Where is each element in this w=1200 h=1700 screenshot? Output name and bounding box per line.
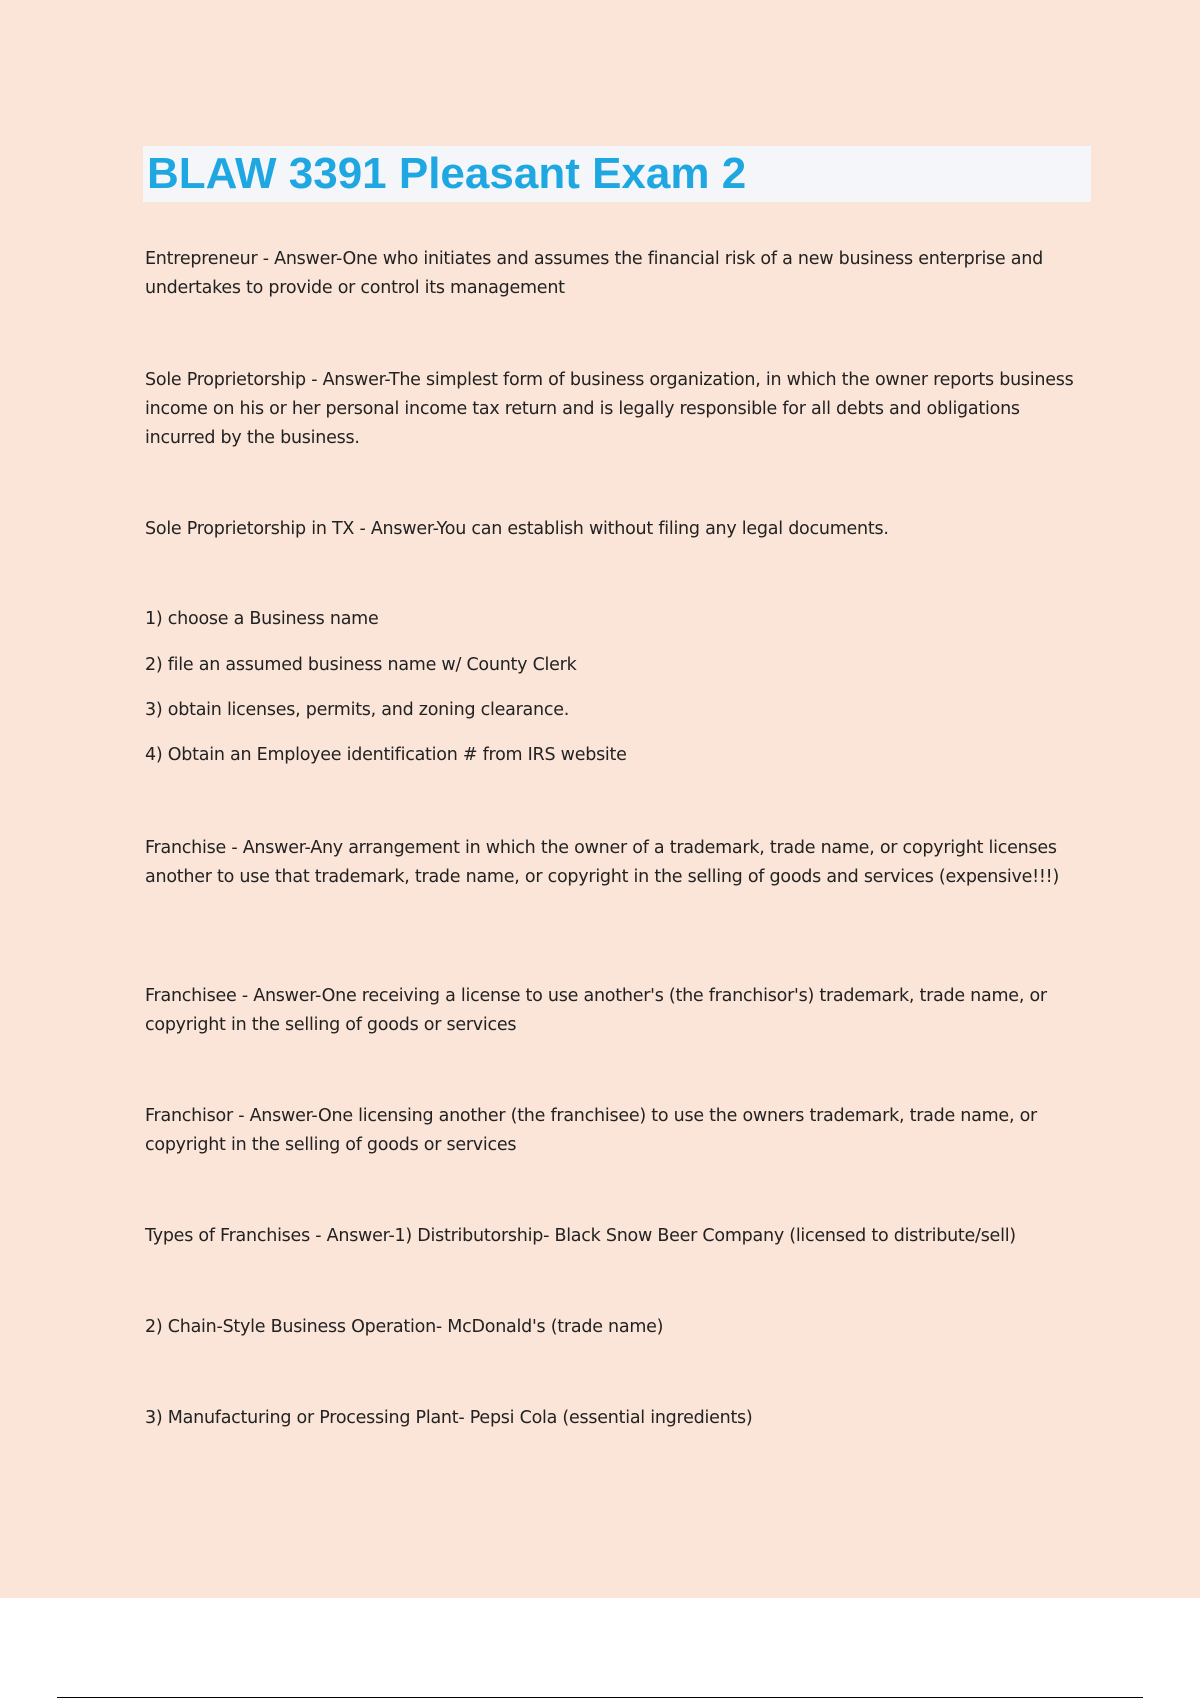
- title-box: [143, 146, 1091, 202]
- list-item-step-1: 1) choose a Business name: [145, 609, 379, 629]
- footer-divider: [57, 1697, 1143, 1698]
- entry-manufacturing-plant: 3) Manufacturing or Processing Plant- Pepsi Cola (essential ingredients): [145, 1408, 753, 1428]
- entry-sole-proprietorship-tx: Sole Proprietorship in TX - Answer-You can establish without filing any legal documents.: [145, 519, 889, 539]
- document-title: BLAW 3391 Pleasant Exam 2: [147, 149, 747, 198]
- entry-franchise: Franchise - Answer-Any arrangement in which the owner of a trademark, trade name, or copyright licenses another to use that trademark, trade name, or copyright in the selling of goods and services (expensive!!!): [145, 838, 1060, 887]
- entry-entrepreneur: Entrepreneur - Answer-One who initiates and assumes the financial risk of a new business enterprise and undertakes to provide or control its management: [145, 249, 1043, 298]
- entry-franchisor: Franchisor - Answer-One licensing another (the franchisee) to use the owners trademark, trade name, or copyright in the selling of goods or services: [145, 1106, 1037, 1155]
- list-item-step-4: 4) Obtain an Employee identification # from IRS website: [145, 745, 627, 765]
- list-item-step-2: 2) file an assumed business name w/ County Clerk: [145, 655, 577, 675]
- entry-franchisee: Franchisee - Answer-One receiving a license to use another's (the franchisor's) trademark, trade name, or copyright in the selling of goods or services: [145, 986, 1047, 1035]
- list-item-step-3: 3) obtain licenses, permits, and zoning clearance.: [145, 700, 570, 720]
- entry-types-of-franchises: Types of Franchises - Answer-1) Distributorship- Black Snow Beer Company (licensed to distribute/sell): [145, 1226, 1016, 1246]
- entry-sole-proprietorship: Sole Proprietorship - Answer-The simplest form of business organization, in which the owner reports business income on his or her personal income tax return and is legally responsible for all debts and obligations incurred by the business.: [145, 370, 1074, 448]
- entry-chain-style: 2) Chain-Style Business Operation- McDonald's (trade name): [145, 1317, 664, 1337]
